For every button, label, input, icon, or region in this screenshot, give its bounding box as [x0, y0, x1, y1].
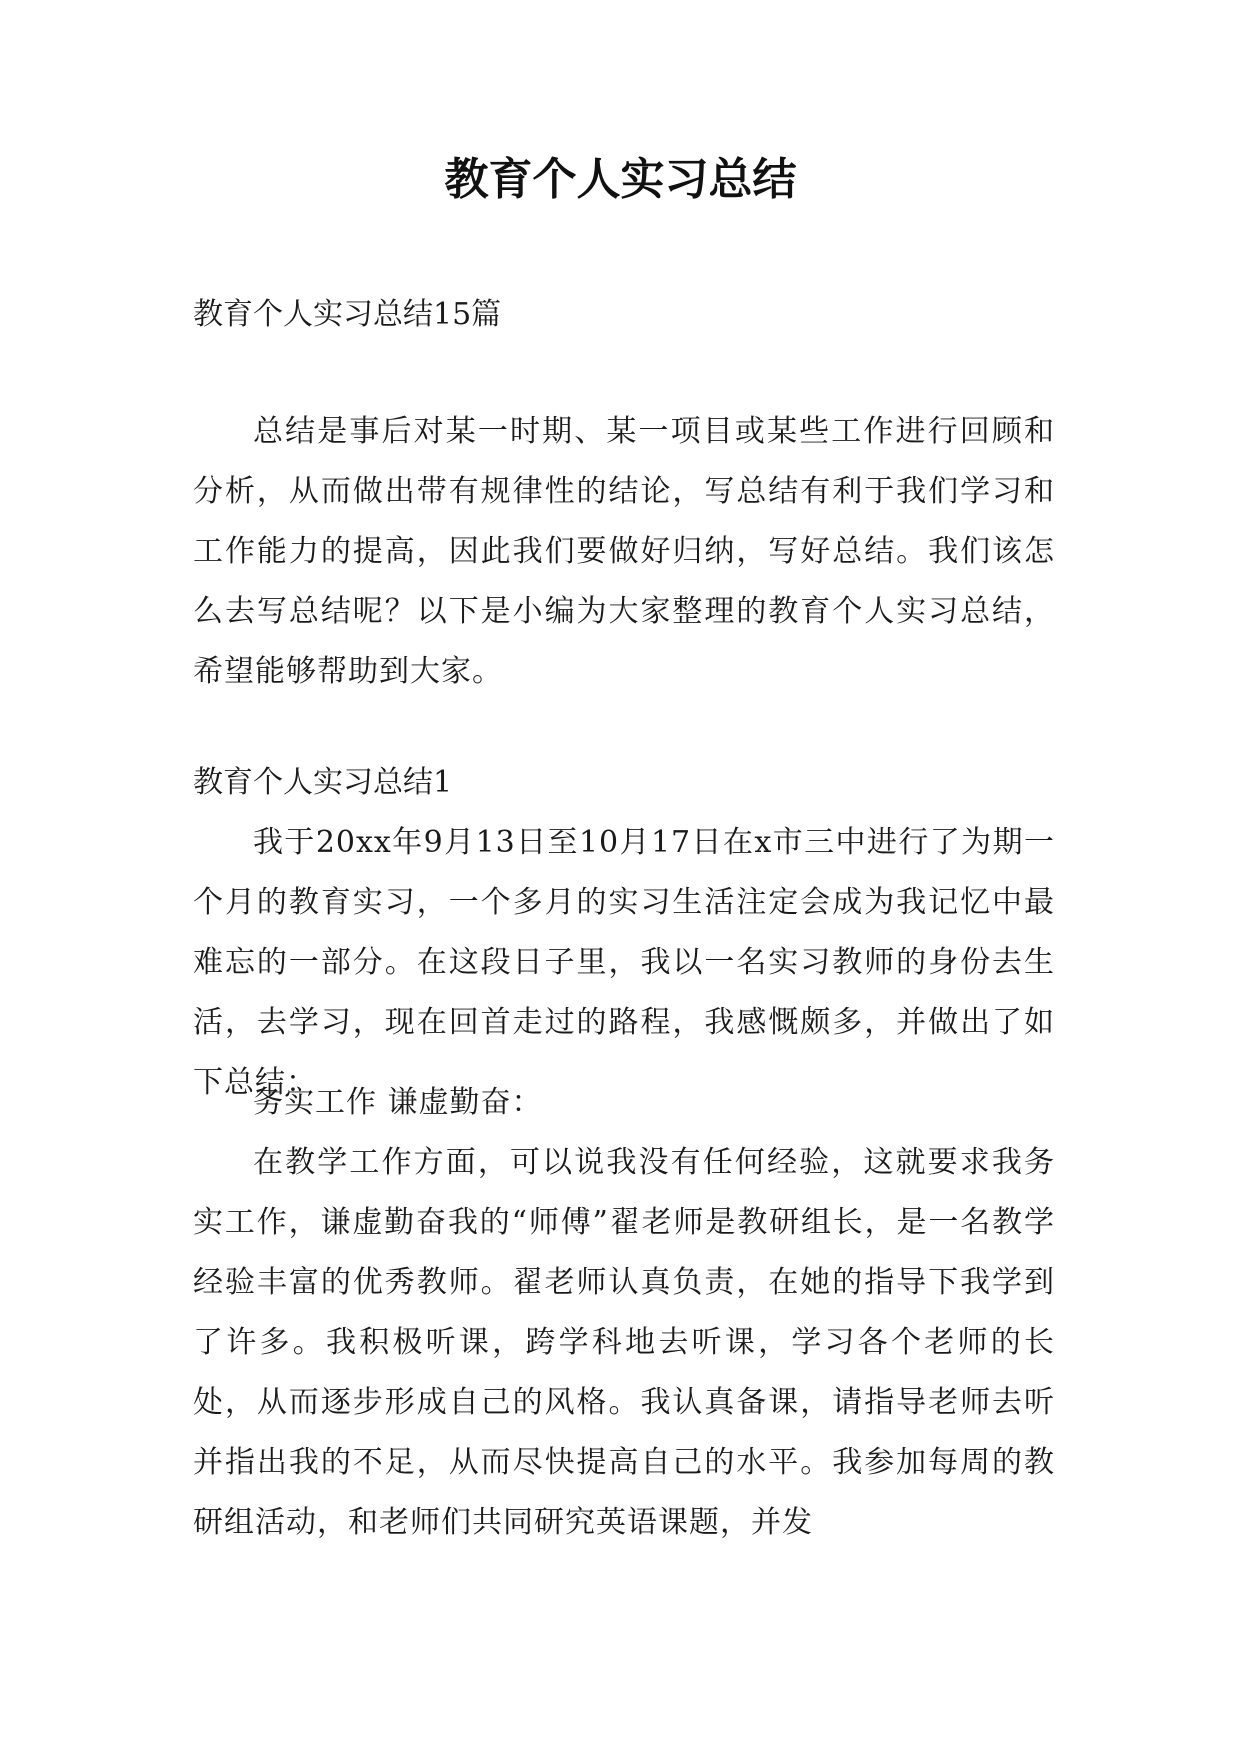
document-subtitle: 教育个人实习总结15篇: [193, 297, 502, 332]
lead-line: 务实工作 谦虚勤奋：: [253, 1085, 543, 1120]
intro-paragraph: 总结是事后对某一时期、某一项目或某些工作进行回顾和分析，从而做出带有规律性的结论，写总结有利于我们学习和工作能力的提高，因此我们要做好归纳，写好总结。我们该怎么去写总结呢？以下是小编为大家整理的教育个人实习总结，希望能够帮助到大家。: [193, 414, 1055, 689]
body-paragraph-2: 在教学工作方面，可以说我没有任何经验，这就要求我务实工作，谦虚勤奋我的“师傅”翟老师是教研组长，是一名教学经验丰富的优秀教师。翟老师认真负责，在她的指导下我学到了许多。我积极听课，跨学科地去听课，学习各个老师的长处，从而逐步形成自己的风格。我认真备课，请指导老师去听并指出我的不足，从而尽快提高自己的水平。我参加每周的教研组活动，和老师们共同研究英语课题，并发: [193, 1145, 1055, 1540]
body-paragraph-1: 我于20xx年9月13日至10月17日在x市三中进行了为期一个月的教育实习，一个多月的实习生活注定会成为我记忆中最难忘的一部分。在这段日子里，我以一名实习教师的身份去生活，去学习，现在回首走过的路程，我感慨颇多，并做出了如下总结：: [193, 825, 1055, 1100]
section-heading: 教育个人实习总结1: [193, 765, 453, 800]
document-title: 教育个人实习总结: [444, 154, 797, 205]
